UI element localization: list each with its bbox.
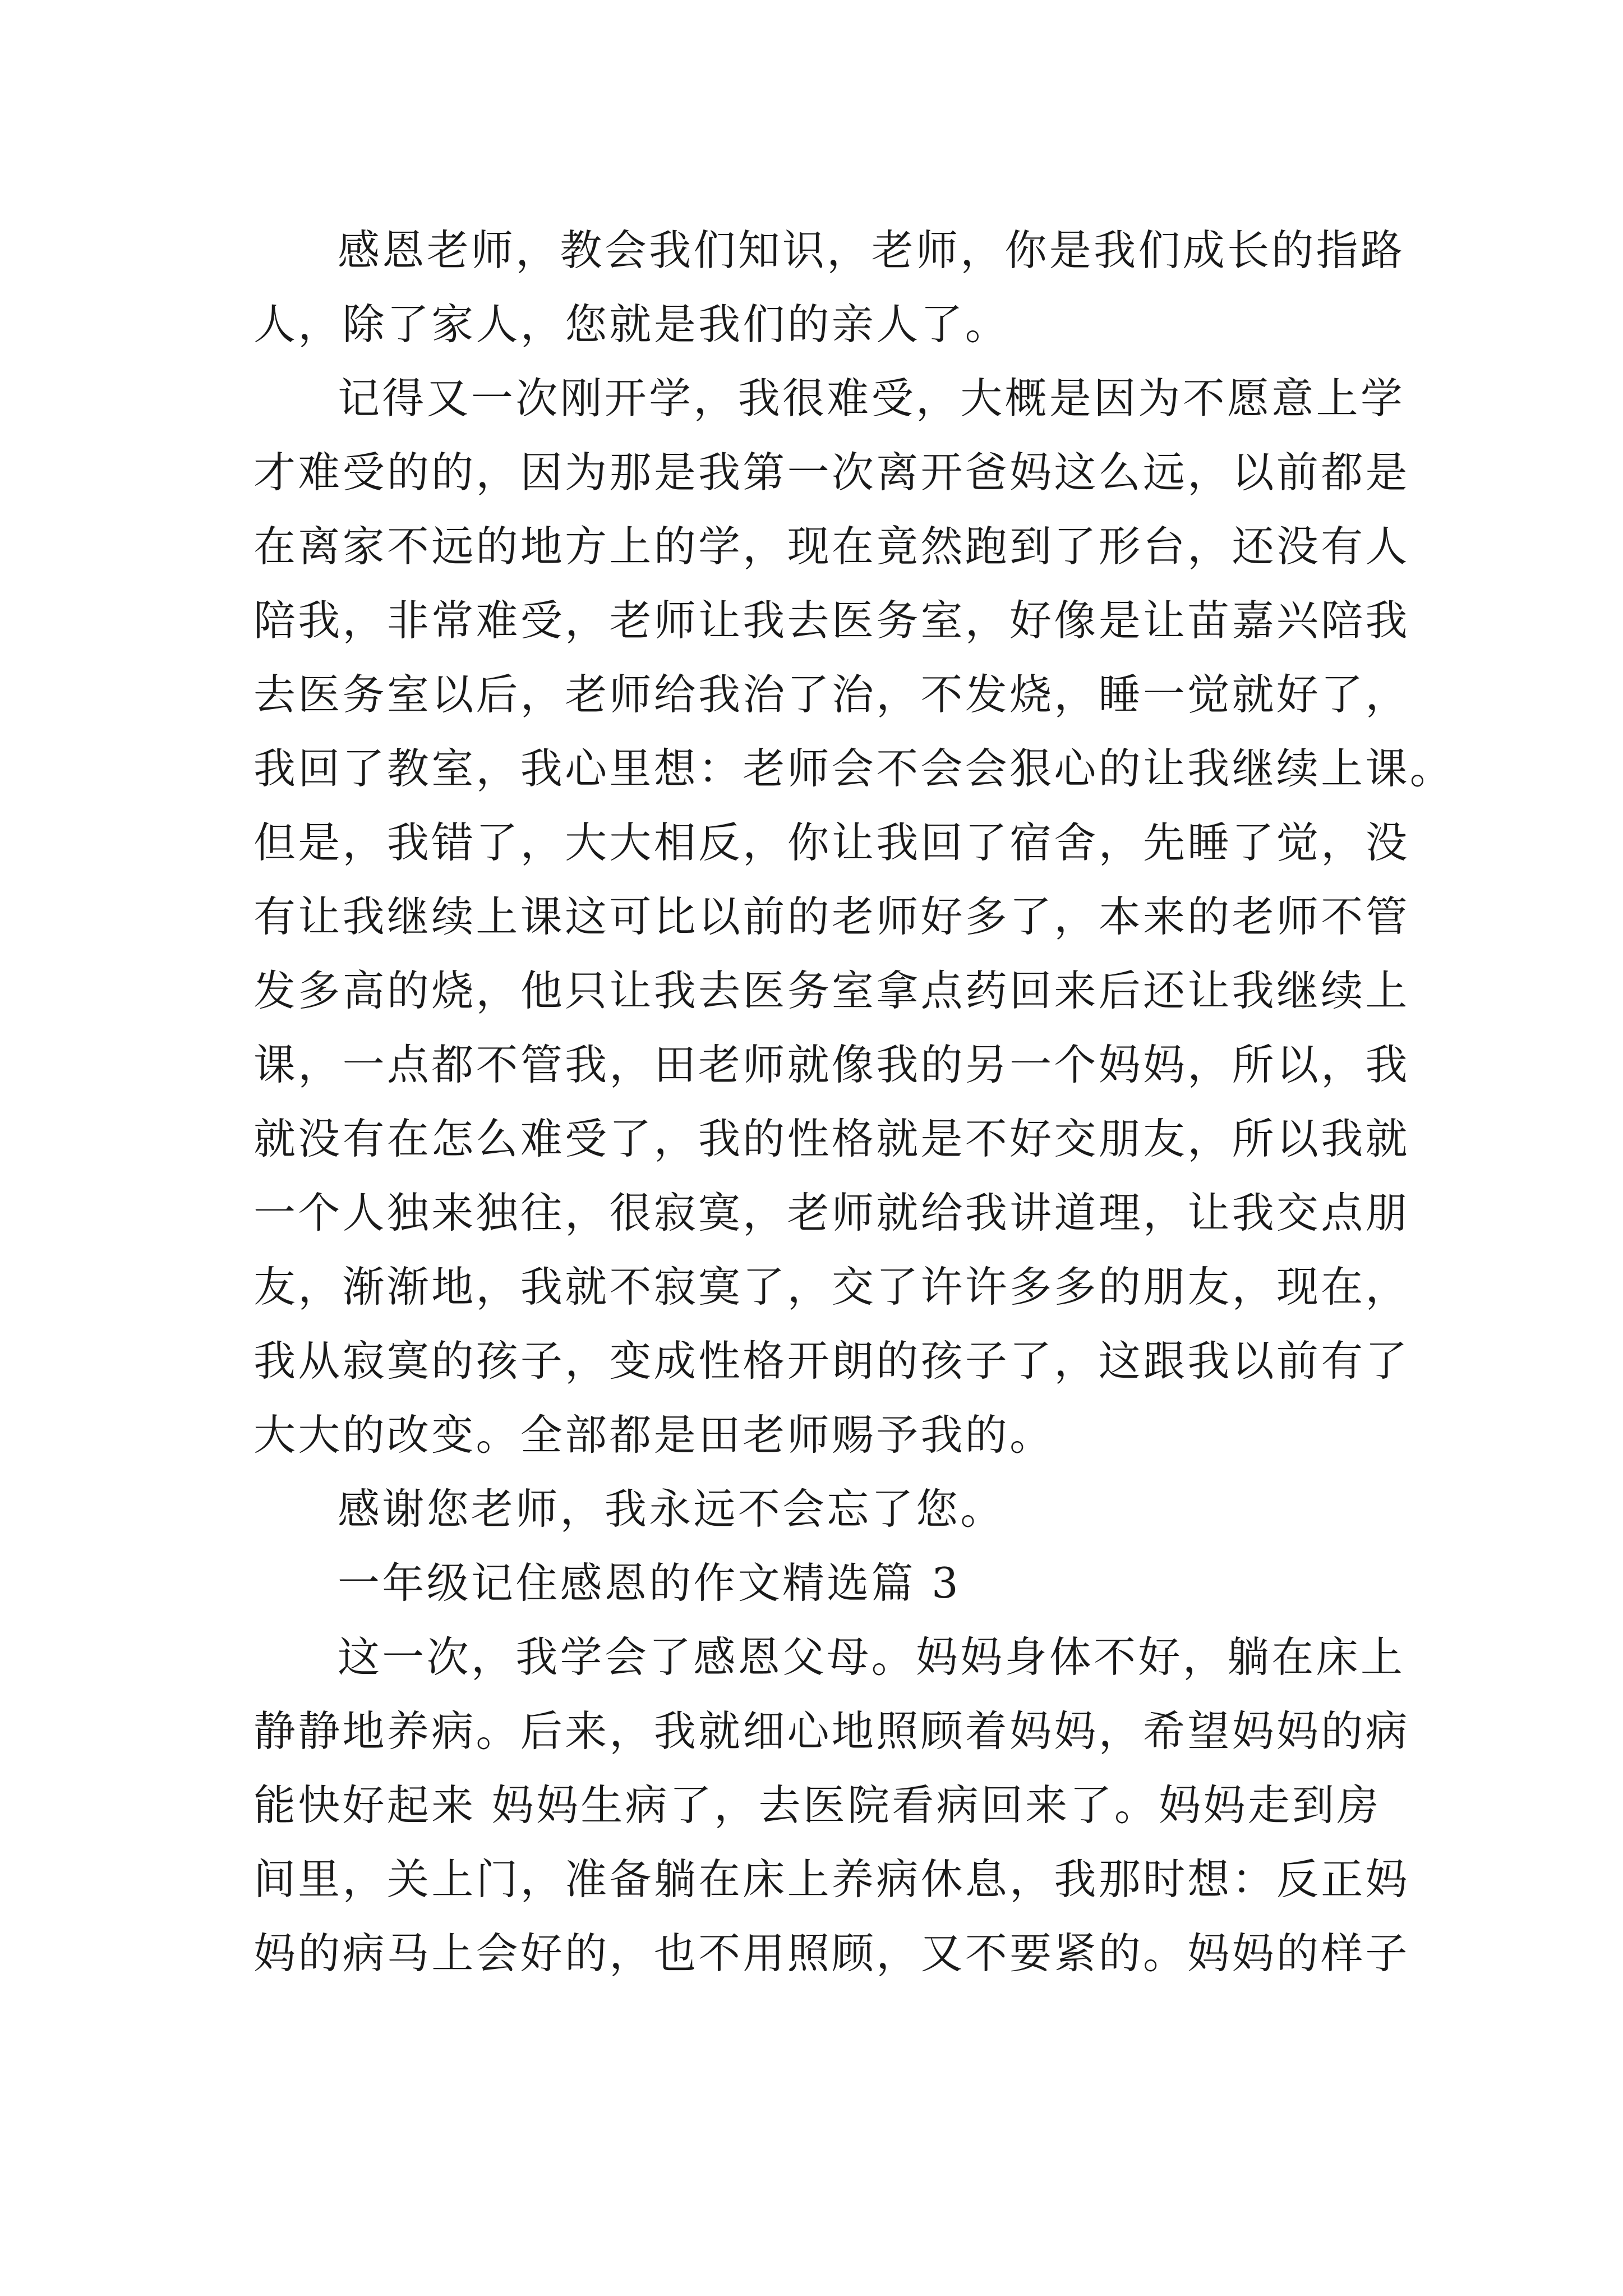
text-line: 妈的病马上会好的，也不用照顾，又不要紧的。妈妈的样子 xyxy=(253,1929,1410,1978)
text-line: 间里，关上门，准备躺在床上养病休息，我那时想：反正妈 xyxy=(253,1855,1410,1904)
text-line: 大大的改变。全部都是田老师赐予我的。 xyxy=(253,1410,1054,1460)
text-line: 感恩老师，教会我们知识，老师，你是我们成长的指路 xyxy=(338,226,1405,275)
text-line: 有让我继续上课这可比以前的老师好多了，本来的老师不管 xyxy=(253,892,1410,941)
text-line: 静静地养病。后来，我就细心地照顾着妈妈，希望妈妈的病 xyxy=(253,1706,1410,1756)
text-line: 一个人独来独往，很寂寞，老师就给我讲道理，让我交点朋 xyxy=(253,1188,1410,1237)
text-line: 记得又一次刚开学，我很难受，大概是因为不愿意上学 xyxy=(338,374,1405,423)
text-line: 这一次，我学会了感恩父母。妈妈身体不好，躺在床上 xyxy=(338,1632,1405,1682)
text-line: 但是，我错了，大大相反，你让我回了宿舍，先睡了觉，没 xyxy=(253,818,1410,867)
text-line: 课，一点都不管我，田老师就像我的另一个妈妈，所以，我 xyxy=(253,1040,1410,1089)
body-text xyxy=(253,213,1455,1990)
text-line: 感谢您老师，我永远不会忘了您。 xyxy=(338,1484,1005,1534)
text-line: 我从寂寞的孩子，变成性格开朗的孩子了，这跟我以前有了 xyxy=(253,1336,1410,1386)
text-line: 去医务室以后，老师给我治了治，不发烧，睡一觉就好了， xyxy=(253,670,1410,719)
text-line: 陪我，非常难受，老师让我去医务室，好像是让苗嘉兴陪我 xyxy=(253,596,1410,645)
text-line: 友，渐渐地，我就不寂寞了，交了许许多多的朋友，现在， xyxy=(253,1262,1410,1312)
text-line: 就没有在怎么难受了，我的性格就是不好交朋友，所以我就 xyxy=(253,1114,1410,1163)
text-line: 能快好起来 妈妈生病了，去医院看病回来了。妈妈走到房 xyxy=(253,1780,1381,1830)
text-line: 发多高的烧，他只让我去医务室拿点药回来后还让我继续上 xyxy=(253,966,1410,1015)
section-heading: 一年级记住感恩的作文精选篇 3 xyxy=(338,1558,961,1608)
text-line: 才难受的的，因为那是我第一次离开爸妈这么远，以前都是 xyxy=(253,448,1410,497)
text-line: 在离家不远的地方上的学，现在竟然跑到了形台，还没有人 xyxy=(253,522,1410,571)
text-line: 我回了教室，我心里想：老师会不会会狠心的让我继续上课。 xyxy=(253,744,1455,793)
text-line: 人，除了家人，您就是我们的亲人了。 xyxy=(253,300,1010,349)
